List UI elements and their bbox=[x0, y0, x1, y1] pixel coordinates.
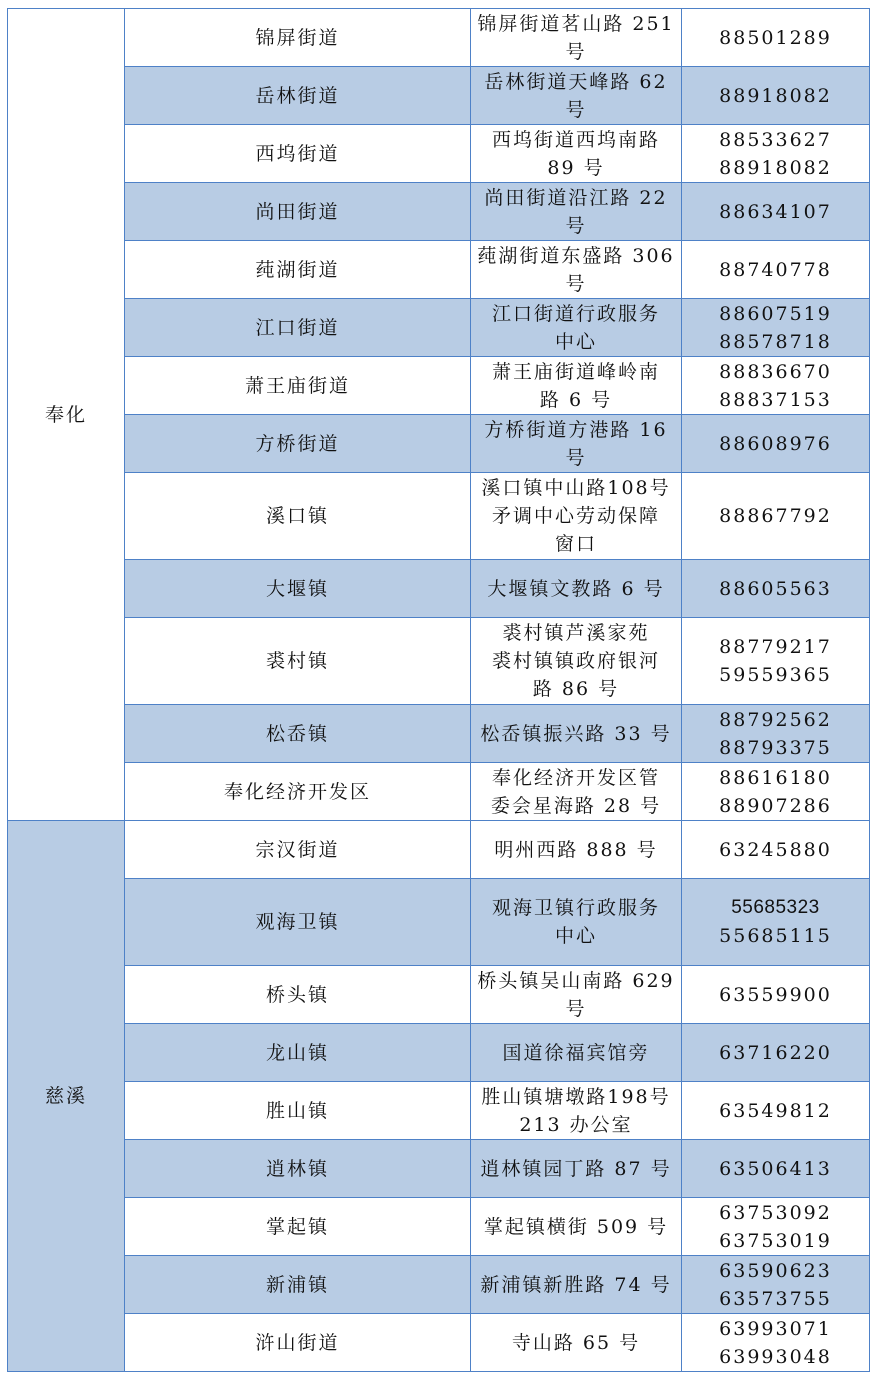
street-cell: 尚田街道 bbox=[125, 183, 471, 241]
address-line: 号 bbox=[565, 40, 587, 63]
street-cell: 胜山镇 bbox=[125, 1082, 471, 1140]
street-cell: 溪口镇 bbox=[125, 473, 471, 560]
phone-cell bbox=[682, 705, 870, 763]
address-line: 国道徐福宾馆旁 bbox=[502, 1041, 650, 1064]
phone-number: 88740778 bbox=[719, 258, 832, 281]
table-row bbox=[8, 473, 870, 560]
table-row bbox=[8, 560, 870, 618]
phone-cell bbox=[682, 1140, 870, 1198]
street-cell: 裘村镇 bbox=[125, 618, 471, 705]
address-cell bbox=[471, 183, 682, 241]
table-row bbox=[8, 966, 870, 1024]
address-line: 奉化经济开发区管 bbox=[491, 766, 660, 789]
phone-number: 88867792 bbox=[719, 505, 832, 527]
table-row bbox=[8, 618, 870, 705]
phone-number: 63590623 bbox=[719, 1259, 832, 1282]
address-cell bbox=[471, 1198, 682, 1256]
phone-number: 88907286 bbox=[719, 794, 832, 817]
address-line: 路 6 号 bbox=[539, 388, 613, 411]
street-cell: 新浦镇 bbox=[125, 1256, 471, 1314]
street-cell: 岳林街道 bbox=[125, 67, 471, 125]
address-cell bbox=[471, 821, 682, 879]
address-line: 大堰镇文教路 6 号 bbox=[487, 577, 665, 600]
phone-number: 88605563 bbox=[719, 577, 832, 600]
street-cell: 龙山镇 bbox=[125, 1024, 471, 1082]
address-line: 窗口 bbox=[554, 533, 597, 555]
address-cell bbox=[471, 618, 682, 705]
street-cell: 奉化经济开发区 bbox=[125, 763, 471, 821]
table-row bbox=[8, 125, 870, 183]
phone-cell bbox=[682, 125, 870, 183]
phone-number: 63506413 bbox=[719, 1157, 832, 1180]
phone-cell bbox=[682, 1314, 870, 1372]
phone-number: 88793375 bbox=[719, 736, 832, 759]
street-cell: 锦屏街道 bbox=[125, 9, 471, 67]
phone-cell bbox=[682, 183, 870, 241]
street-cell: 逍林镇 bbox=[125, 1140, 471, 1198]
street-cell: 松岙镇 bbox=[125, 705, 471, 763]
phone-cell bbox=[682, 357, 870, 415]
phone-number: 63573755 bbox=[719, 1287, 832, 1310]
street-cell: 观海卫镇 bbox=[125, 879, 471, 966]
phone-cell bbox=[682, 618, 870, 705]
table-row bbox=[8, 357, 870, 415]
address-cell bbox=[471, 241, 682, 299]
address-line: 逍林镇园丁路 87 号 bbox=[480, 1157, 672, 1180]
phone-cell bbox=[682, 299, 870, 357]
table-row bbox=[8, 1198, 870, 1256]
address-line: 213 办公室 bbox=[519, 1113, 633, 1136]
address-line: 胜山镇塘墩路198号 bbox=[481, 1085, 671, 1108]
table-row bbox=[8, 1256, 870, 1314]
phone-cell bbox=[682, 415, 870, 473]
phone-number: 55685323 bbox=[731, 897, 820, 918]
table-row bbox=[8, 879, 870, 966]
table-row bbox=[8, 705, 870, 763]
address-cell bbox=[471, 879, 682, 966]
phone-cell bbox=[682, 1198, 870, 1256]
phone-cell bbox=[682, 879, 870, 966]
address-cell bbox=[471, 1256, 682, 1314]
address-line: 路 86 号 bbox=[532, 678, 620, 700]
address-cell bbox=[471, 1140, 682, 1198]
address-line: 西坞街道西坞南路 bbox=[491, 128, 660, 151]
address-line: 中心 bbox=[554, 330, 597, 353]
address-cell bbox=[471, 415, 682, 473]
table-row bbox=[8, 241, 870, 299]
phone-number: 63245880 bbox=[719, 838, 832, 861]
street-cell: 西坞街道 bbox=[125, 125, 471, 183]
address-line: 莼湖街道东盛路 306 bbox=[477, 244, 675, 267]
address-cell bbox=[471, 125, 682, 183]
phone-cell bbox=[682, 1256, 870, 1314]
address-line: 中心 bbox=[554, 925, 597, 947]
street-cell: 江口街道 bbox=[125, 299, 471, 357]
address-line: 新浦镇新胜路 74 号 bbox=[480, 1273, 672, 1296]
address-line: 号 bbox=[565, 446, 587, 469]
phone-number: 59559365 bbox=[719, 664, 832, 686]
address-cell bbox=[471, 966, 682, 1024]
street-cell: 桥头镇 bbox=[125, 966, 471, 1024]
phone-number: 63549812 bbox=[719, 1099, 832, 1122]
street-cell: 萧王庙街道 bbox=[125, 357, 471, 415]
address-cell bbox=[471, 1082, 682, 1140]
phone-number: 88779217 bbox=[719, 636, 832, 658]
address-cell bbox=[471, 473, 682, 560]
phone-number: 88836670 bbox=[719, 360, 832, 383]
address-cell bbox=[471, 763, 682, 821]
phone-cell bbox=[682, 241, 870, 299]
address-cell bbox=[471, 67, 682, 125]
phone-number: 88792562 bbox=[719, 708, 832, 731]
district-cell: 奉化 bbox=[8, 9, 125, 821]
contact-table bbox=[7, 8, 870, 1372]
phone-number: 88918082 bbox=[719, 84, 832, 107]
phone-number: 88607519 bbox=[719, 302, 832, 325]
address-line: 观海卫镇行政服务 bbox=[491, 897, 660, 919]
table-row bbox=[8, 9, 870, 67]
contact-table-body bbox=[8, 9, 870, 1372]
phone-cell bbox=[682, 1024, 870, 1082]
address-line: 裘村镇芦溪家苑 bbox=[502, 622, 650, 644]
address-line: 掌起镇横街 509 号 bbox=[483, 1215, 669, 1238]
phone-number: 88918082 bbox=[719, 156, 832, 179]
address-cell bbox=[471, 9, 682, 67]
address-line: 尚田街道沿江路 22 bbox=[484, 186, 668, 209]
address-cell bbox=[471, 1024, 682, 1082]
district-cell: 慈溪 bbox=[8, 821, 125, 1372]
street-cell: 方桥街道 bbox=[125, 415, 471, 473]
address-line: 江口街道行政服务 bbox=[491, 302, 660, 325]
phone-number: 88608976 bbox=[719, 432, 832, 455]
address-line: 锦屏街道茗山路 251 bbox=[477, 12, 675, 35]
address-line: 号 bbox=[565, 272, 587, 295]
phone-cell bbox=[682, 9, 870, 67]
phone-number: 88501289 bbox=[719, 26, 832, 49]
street-cell: 莼湖街道 bbox=[125, 241, 471, 299]
phone-cell bbox=[682, 821, 870, 879]
phone-cell bbox=[682, 1082, 870, 1140]
phone-cell bbox=[682, 473, 870, 560]
address-line: 号 bbox=[565, 997, 587, 1020]
street-cell: 大堰镇 bbox=[125, 560, 471, 618]
address-line: 号 bbox=[565, 98, 587, 121]
street-cell: 浒山街道 bbox=[125, 1314, 471, 1372]
address-line: 矛调中心劳动保障 bbox=[491, 505, 660, 527]
table-row bbox=[8, 763, 870, 821]
table-row bbox=[8, 299, 870, 357]
table-row bbox=[8, 183, 870, 241]
phone-number: 63993048 bbox=[719, 1345, 832, 1368]
address-line: 岳林街道天峰路 62 bbox=[484, 70, 668, 93]
phone-number: 63753092 bbox=[719, 1201, 832, 1224]
address-cell bbox=[471, 705, 682, 763]
address-line: 明州西路 888 号 bbox=[494, 838, 658, 861]
table-row bbox=[8, 415, 870, 473]
phone-number: 63559900 bbox=[719, 983, 832, 1006]
table-row bbox=[8, 1140, 870, 1198]
address-line: 号 bbox=[565, 214, 587, 237]
phone-number: 63993071 bbox=[719, 1317, 832, 1340]
address-line: 方桥街道方港路 16 bbox=[484, 418, 668, 441]
address-cell bbox=[471, 1314, 682, 1372]
phone-number: 88578718 bbox=[719, 330, 832, 353]
address-line: 溪口镇中山路108号 bbox=[481, 477, 671, 499]
phone-number: 88634107 bbox=[719, 200, 832, 223]
phone-number: 63716220 bbox=[719, 1041, 832, 1064]
phone-cell bbox=[682, 560, 870, 618]
address-cell bbox=[471, 299, 682, 357]
table-row bbox=[8, 1024, 870, 1082]
phone-number: 88533627 bbox=[719, 128, 832, 151]
address-cell bbox=[471, 357, 682, 415]
street-cell: 宗汉街道 bbox=[125, 821, 471, 879]
phone-number: 55685115 bbox=[719, 925, 832, 947]
table-row bbox=[8, 1082, 870, 1140]
phone-cell bbox=[682, 67, 870, 125]
table-row bbox=[8, 821, 870, 879]
phone-cell bbox=[682, 763, 870, 821]
street-cell: 掌起镇 bbox=[125, 1198, 471, 1256]
phone-cell bbox=[682, 966, 870, 1024]
address-cell bbox=[471, 560, 682, 618]
address-line: 寺山路 65 号 bbox=[511, 1331, 641, 1354]
address-line: 桥头镇吴山南路 629 bbox=[477, 969, 675, 992]
address-line: 裘村镇镇政府银河 bbox=[491, 650, 660, 672]
address-line: 松岙镇振兴路 33 号 bbox=[480, 722, 672, 745]
phone-number: 63753019 bbox=[719, 1229, 832, 1252]
address-line: 萧王庙街道峰岭南 bbox=[491, 360, 660, 383]
table-row bbox=[8, 1314, 870, 1372]
phone-number: 88837153 bbox=[719, 388, 832, 411]
table-row bbox=[8, 67, 870, 125]
address-line: 89 号 bbox=[547, 156, 605, 179]
address-line: 委会星海路 28 号 bbox=[490, 794, 662, 817]
phone-number: 88616180 bbox=[719, 766, 832, 789]
